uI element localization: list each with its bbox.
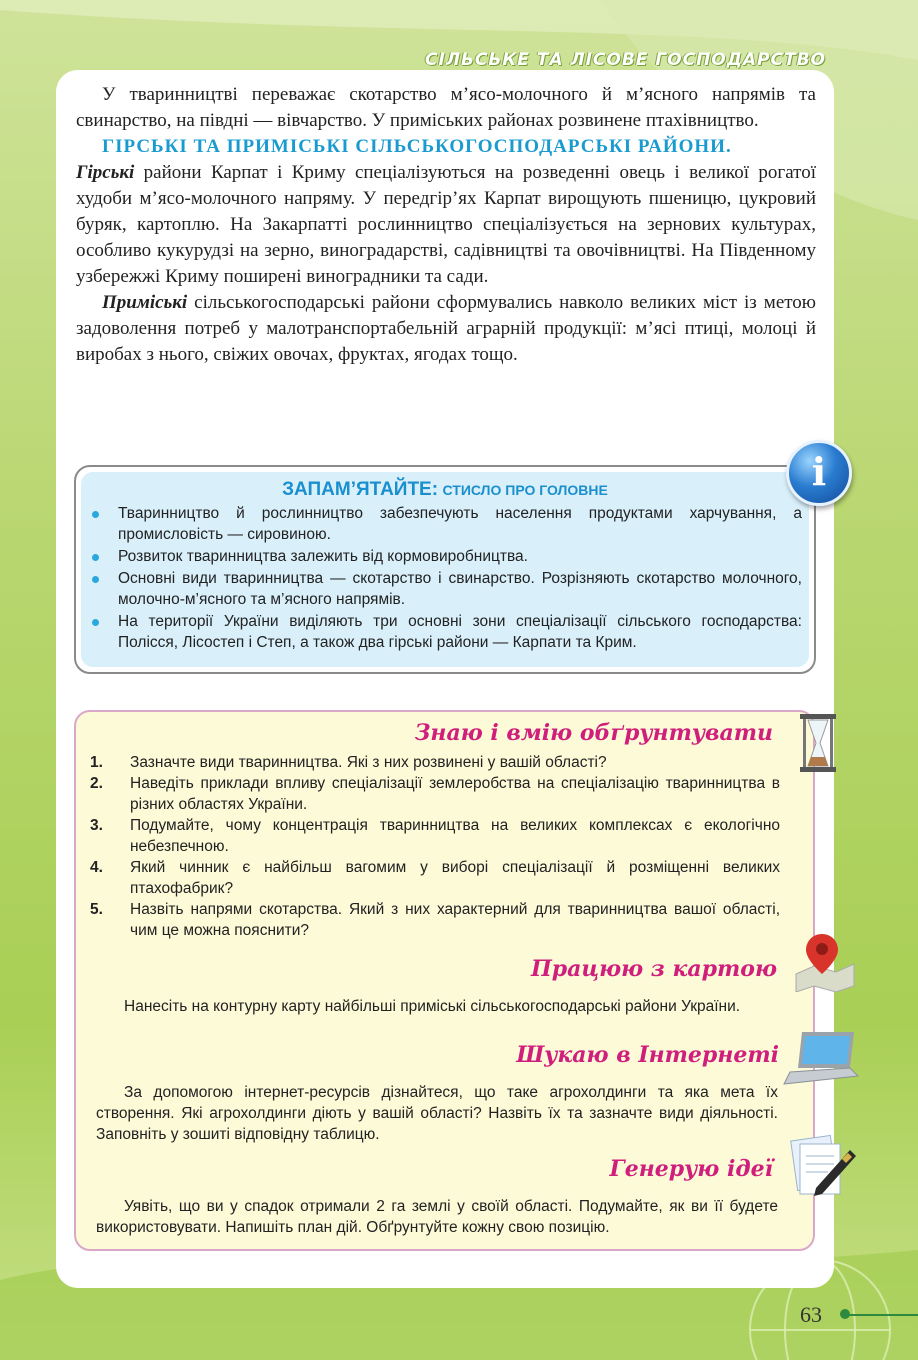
question-number: 1. xyxy=(90,754,103,771)
paragraph-mountain xyxy=(76,134,816,290)
question-item xyxy=(90,857,780,899)
remember-title-main: ЗАПАМ’ЯТАЙТЕ: xyxy=(282,479,439,500)
term-mountain: Гірські xyxy=(76,162,135,183)
question-item xyxy=(90,773,780,815)
pen-document-icon xyxy=(788,1132,860,1202)
section-title-internet: Шукаю в Інтернеті xyxy=(516,1042,779,1068)
running-head: СІЛЬСЬКЕ ТА ЛІСОВЕ ГОСПОДАРСТВО xyxy=(425,50,826,70)
question-item xyxy=(90,899,780,941)
section-heading: ГІРСЬКІ ТА ПРИМІСЬКІ СІЛЬСЬКОГОСПОДАРСЬКІ РАЙОНИ. xyxy=(102,136,732,157)
paragraph-livestock: У тваринництві переважає скотарство м’ясо-молочного й м’ясного напрямів та свинарство, на півдні — вівчарство. У приміських районах розвинене птахівництво. xyxy=(76,84,816,131)
question-text: Зазначте види тваринництва. Які з них розвинені у вашій області? xyxy=(130,754,607,771)
question-number: 2. xyxy=(90,775,103,792)
question-text: Наведіть приклади впливу спеціалізації землеробства на спеціалізацію тваринництва в різних областях України. xyxy=(130,775,780,813)
remember-item: На території України виділяють три основні зони спеціалізації сільського господарства: Полісся, Лісостеп і Степ, а також два гірські райони — Карпати та Крим. xyxy=(84,611,802,653)
question-number: 4. xyxy=(90,859,103,876)
section-title-ideas: Генерую ідеї xyxy=(609,1156,773,1182)
suburban-text: сільськогосподарські райони сформувались навколо великих міст із метою задоволення потреб у малотранспортабельній аграрній продукції: м’ясі птиці, молоці й виробах з нього, свіжих овочах, фруктах, ягодах тощо. xyxy=(76,292,816,365)
question-item xyxy=(90,815,780,857)
remember-item: Основні види тваринництва — скотарство і свинарство. Розрізняють скотарство молочного, молочно-м’ясного та м’ясного напрямів. xyxy=(84,568,802,610)
tasks-box xyxy=(74,710,815,1251)
remember-item: Тваринництво й рослинництво забезпечують населення продуктами харчування, а промисловість — сировиною. xyxy=(84,503,802,545)
page-number: 63 xyxy=(800,1302,822,1327)
laptop-icon xyxy=(780,1028,860,1090)
page-number-line xyxy=(846,1314,918,1316)
remember-title xyxy=(76,479,814,501)
main-text xyxy=(76,82,816,368)
questions-list xyxy=(90,752,780,941)
map-pin-icon xyxy=(792,930,858,992)
remember-box xyxy=(74,465,816,674)
map-task-text: Нанесіть на контурну карту найбільші приміські сільськогосподарські райони України. xyxy=(124,998,741,1015)
remember-list xyxy=(84,503,802,654)
section-title-map: Працюю з картою xyxy=(530,956,777,982)
remember-title-sub: СТИСЛО ПРО ГОЛОВНЕ xyxy=(442,482,608,498)
paragraph-suburban xyxy=(76,290,816,368)
ideas-task-text: Уявіть, що ви у спадок отримали 2 га землі у своїй області. Подумайте, як ви її будете використовувати. Напишіть план дій. Обґрунтуйте кожну свою позицію. xyxy=(96,1198,778,1236)
info-icon: i xyxy=(786,440,852,506)
section-title-know: Знаю і вмію обґрунтувати xyxy=(414,720,773,746)
term-suburban: Приміські xyxy=(102,292,188,313)
question-number: 3. xyxy=(90,817,103,834)
question-text: Подумайте, чому концентрація тваринництва на великих комплексах є екологічно небезпечною. xyxy=(130,817,780,855)
internet-task-text: За допомогою інтернет-ресурсів дізнайтеся, що таке агрохолдинги та яка мета їх створення. Які агрохолдинги діють у вашій області? Назвіть їх та зазначте види діяльності. Заповніть у зошиті відповідну таблицю. xyxy=(96,1084,778,1143)
hourglass-icon xyxy=(796,712,840,774)
question-item xyxy=(90,752,780,773)
remember-item: Розвиток тваринництва залежить від кормовиробництва. xyxy=(84,546,802,567)
question-text: Який чинник є найбільш вагомим у виборі спеціалізації й розміщенні великих птахофабрик? xyxy=(130,859,780,897)
mountain-text: райони Карпат і Криму спеціалізуються на розведенні овець і великої рогатої худоби м’ясо-молочного напряму. У передгір’ях Карпат вирощують пшеницю, цукровий буряк, картоплю. На Закарпатті рослинництво спеціалізується на зернових культурах, особливо кукурудзі на зерно, виноградарстві, садівництві та овочівництві. На Південному узбережжі Криму поширені виноградники та сади. xyxy=(76,162,816,287)
question-number: 5. xyxy=(90,901,103,918)
question-text: Назвіть напрями скотарства. Який з них характерний для тваринництва вашої області, чим це можна пояснити? xyxy=(130,901,780,939)
